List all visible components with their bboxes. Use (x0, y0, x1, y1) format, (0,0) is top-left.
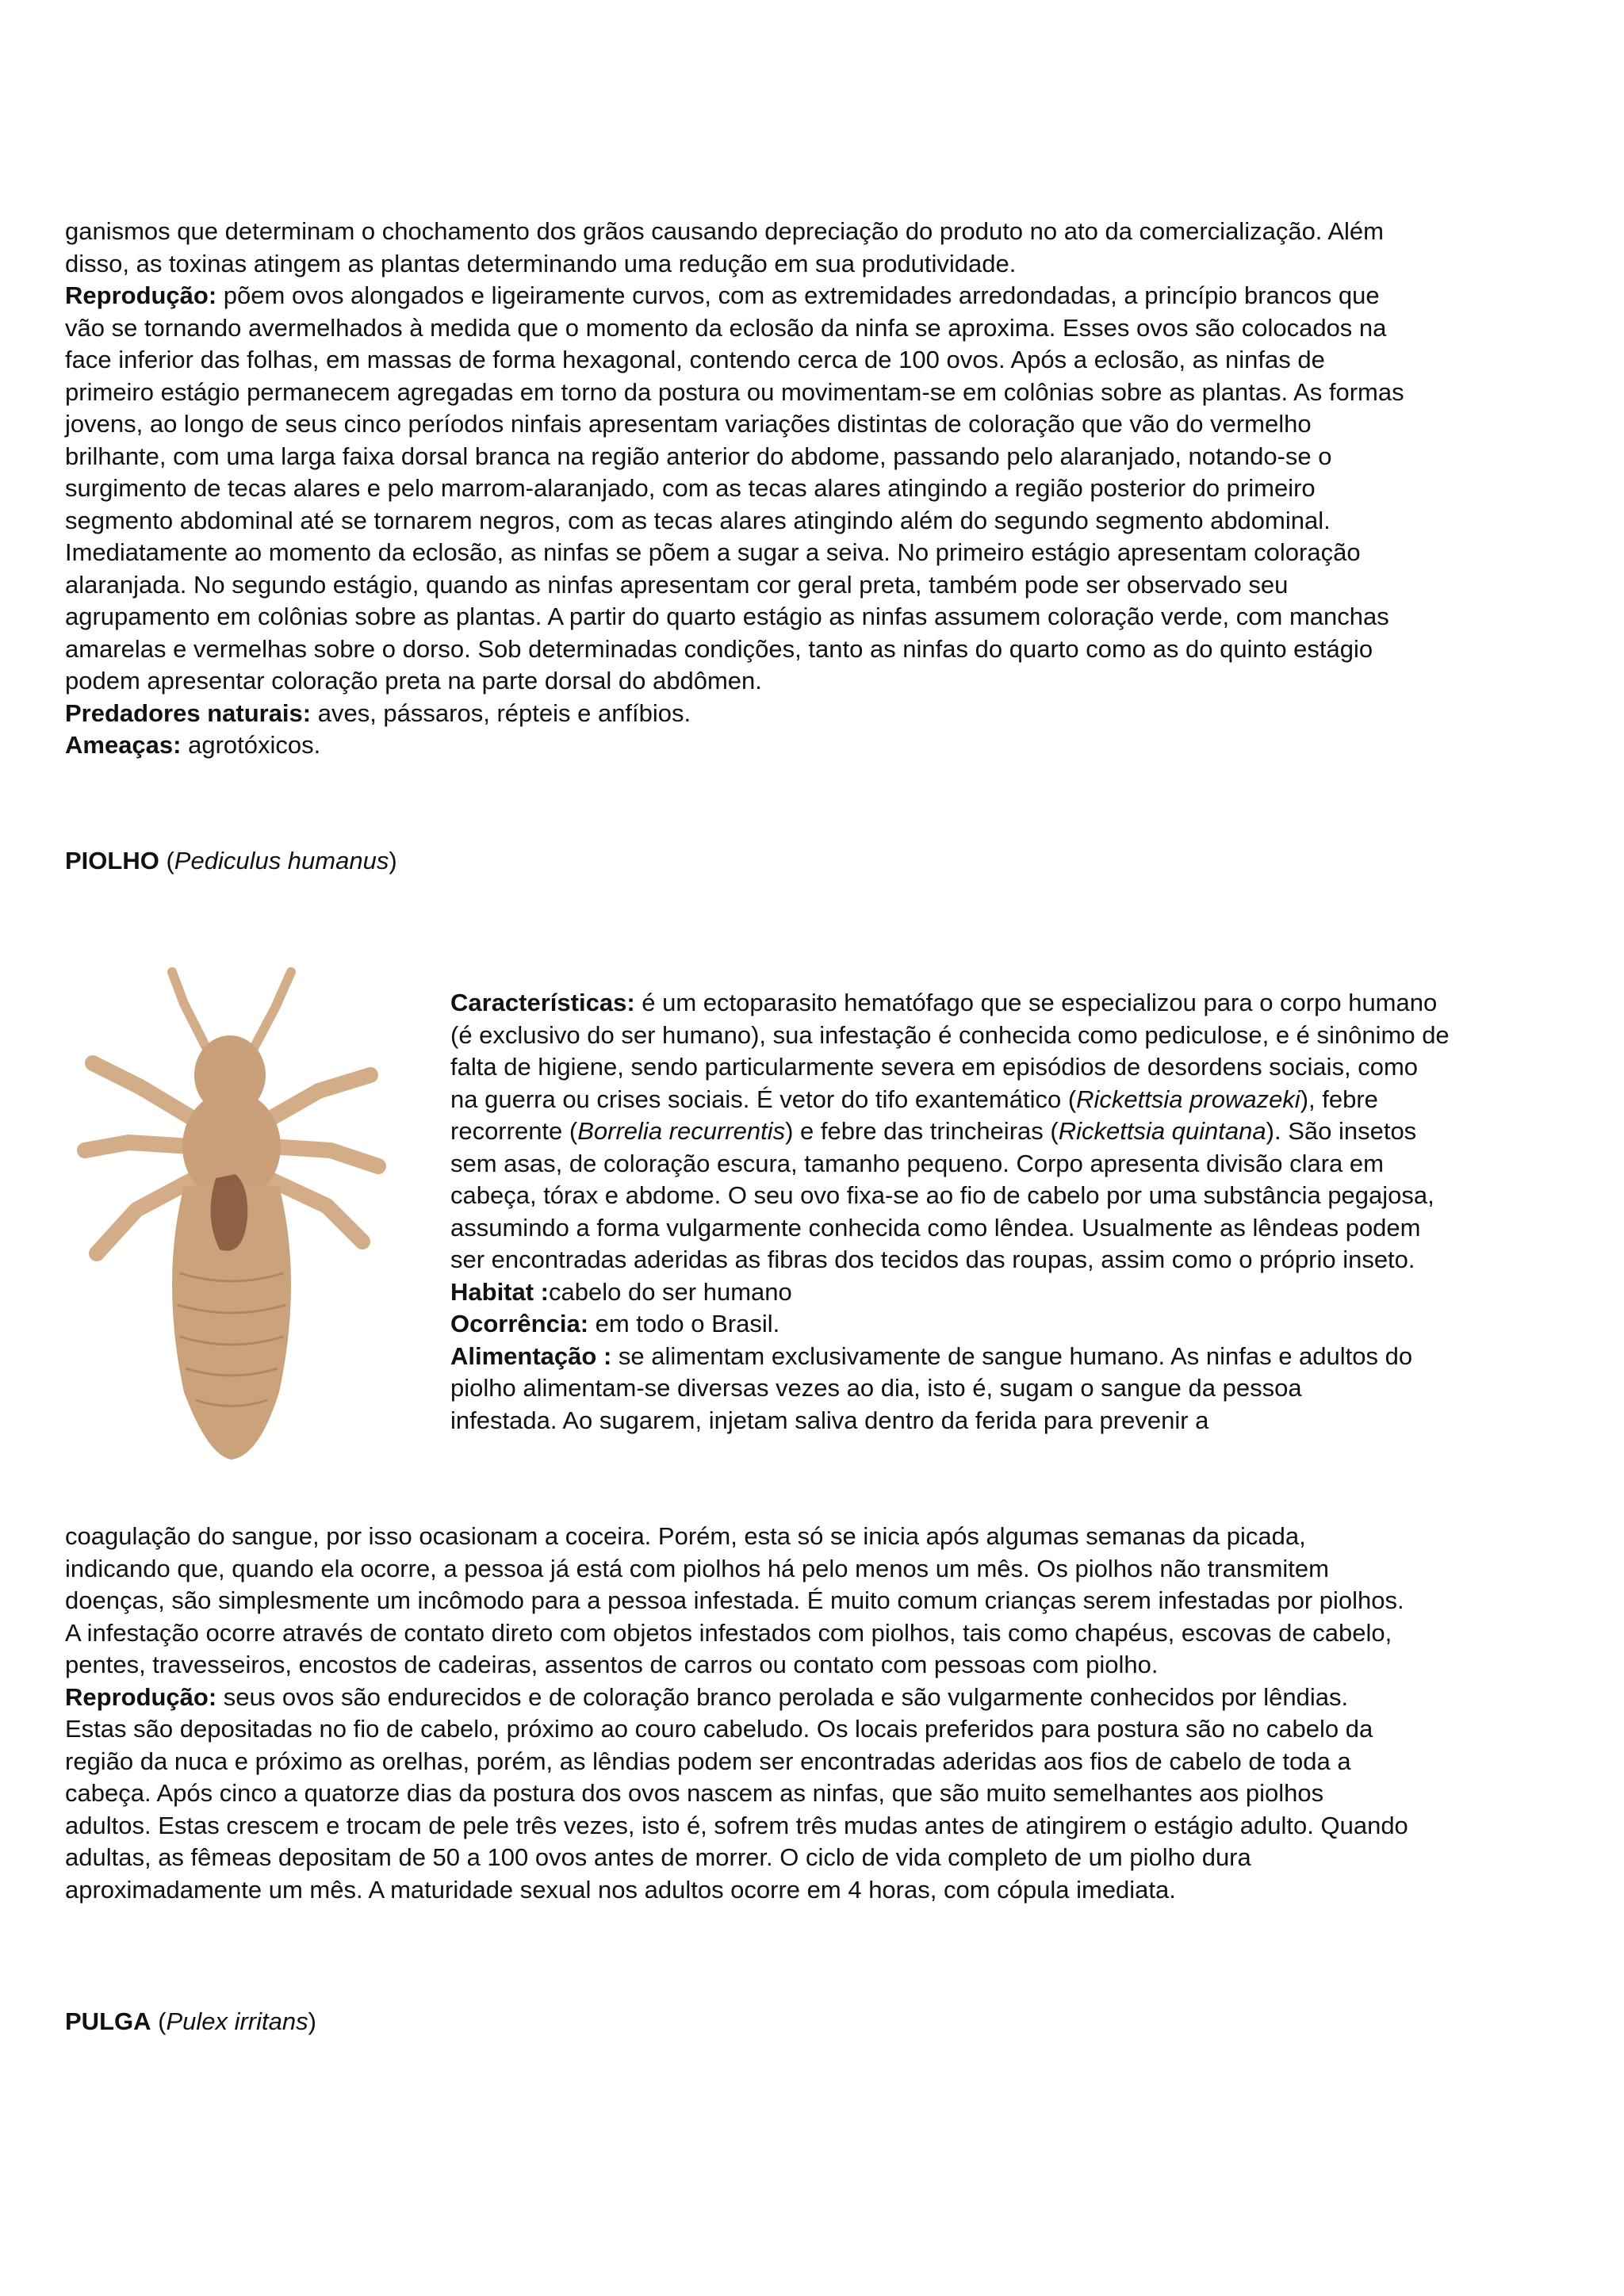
piolho-caracteristicas: Características: é um ectoparasito hematófago que se especializou para o corpo humano (é exclusivo do ser humano), sua infestação é conhecida como pediculose, e é sinônimo de falta de higiene, sendo particularmente severa em episódios de desordens sociais, como na guerra ou crises sociais. É vetor do tifo exantemático (Rickettsia prowazeki), febre recorrente (Borrelia recurrentis) e febre das trincheiras (Rickettsia quintana). São insetos sem asas, de coloração escura, tamanho pequeno. Corpo apresenta divisão clara em cabeça, tórax e abdome. O seu ovo fixa-se ao fio de cabelo por uma substância pegajosa, assumindo a forma vulgarmente conhecida como lêndea. Usualmente as lêndeas podem ser encontradas aderidas as fibras dos tecidos das roupas, assim como o próprio inseto. Habitat :cabelo do ser humano Ocorrência: em todo o Brasil. Alimentação : se alimentam exclusivamente de sangue humano. As ninfas e adultos do piolho alimentam-se diversas vezes ao dia, isto é, sugam o sangue da pessoa infestada. Ao sugarem, injetam saliva dentro da ferida para prevenir a (450, 987, 1568, 1437)
scientific-name: Borrelia recurrentis (577, 1117, 786, 1145)
reproducao-label: Reprodução: (65, 1682, 217, 1711)
scientific-name: Rickettsia prowazeki (1076, 1085, 1300, 1113)
intro-line: disso, as toxinas atingem as plantas determinando uma redução em sua produtividade. (65, 249, 1017, 277)
alimentacao-line: Alimentação : se alimentam exclusivamente de sangue humano. As ninfas e adultos do (450, 1341, 1413, 1370)
reproducao-line: podem apresentar coloração preta na parte dorsal do abdômen. (65, 667, 762, 695)
reproducao-line: agrupamento em colônias sobre as plantas. A partir do quarto estágio as ninfas assumem coloração verde, com manchas (65, 603, 1389, 630)
scientific-name: Rickettsia quintana (1058, 1117, 1266, 1145)
reproducao-line: face inferior das folhas, em massas de forma hexagonal, contendo cerca de 100 ovos. Após a eclosão, as ninfas de (65, 346, 1325, 373)
reproducao-line: alaranjada. No segundo estágio, quando as ninfas apresentam cor geral preta, também pode ser observado seu (65, 570, 1289, 599)
ameacas-label: Ameaças: (65, 731, 182, 759)
ocorrencia-label: Ocorrência: (450, 1310, 589, 1337)
scientific-name: Pediculus humanus (174, 847, 389, 874)
louse-illustration (65, 948, 398, 1475)
reproducao-line: vão se tornando avermelhados à medida que o momento da eclosão da ninfa se aproxima. Esses ovos são colocados na (65, 313, 1387, 342)
reproducao-line: amarelas e vermelhas sobre o dorso. Sob determinadas condições, tanto as ninfas do quarto como as do quinto estágio (65, 634, 1373, 663)
reproducao-line: Reprodução: seus ovos são endurecidos e de coloração branco perolada e são vulgarmente conhecidos por lêndias. (65, 1682, 1349, 1711)
pulga-heading: PULGA (Pulex irritans) (65, 2007, 316, 2035)
reproducao-line: brilhante, com uma larga faixa dorsal branca na região anterior do abdome, passando pelo alaranjado, notando-se o (65, 442, 1332, 470)
scientific-name: Pulex irritans (166, 2007, 308, 2035)
predadores-line: Predadores naturais: aves, pássaros, répteis e anfíbios. (65, 698, 691, 727)
reproducao-label: Reprodução: (65, 281, 217, 309)
reproducao-line: surgimento de tecas alares e pelo marrom-alaranjado, com as tecas alares atingindo a região posterior do primeiro (65, 474, 1316, 502)
caracteristicas-label: Características: (450, 989, 635, 1016)
piolho-heading: PIOLHO (Pediculus humanus) (65, 847, 397, 874)
habitat-label: Habitat : (450, 1277, 549, 1306)
intro-line: ganismos que determinam o chochamento dos grãos causando depreciação do produto no ato da comercialização. Além (65, 217, 1384, 245)
reproducao-line: segmento abdominal até se tornarem negros, com as tecas alares atingindo além do segundo segmento abdominal. (65, 506, 1331, 534)
predadores-label: Predadores naturais: (65, 698, 312, 727)
louse-dark-marking (211, 1174, 248, 1251)
intro-section (65, 216, 1564, 762)
ocorrencia-line: Ocorrência: em todo o Brasil. (450, 1310, 780, 1337)
reproducao-line: Reprodução: põem ovos alongados e ligeiramente curvos, com as extremidades arredondadas, a princípio brancos que (65, 281, 1380, 309)
section-title: PIOLHO (65, 847, 159, 874)
reproducao-line: jovens, ao longo de seus cinco períodos ninfais apresentam variações distintas de coloração que vão do vermelho (65, 410, 1312, 438)
reproducao-line: Imediatamente ao momento da eclosão, as ninfas se põem a sugar a seiva. No primeiro estágio apresentam coloração (65, 538, 1361, 566)
alimentacao-label: Alimentação : (450, 1341, 612, 1370)
habitat-line: Habitat :cabelo do ser humano (450, 1277, 792, 1306)
section-title: PULGA (65, 2007, 151, 2035)
piolho-continuation: coagulação do sangue, por isso ocasionam a coceira. Porém, esta só se inicia após algumas semanas da picada, indicando que, quando ela ocorre, a pessoa já está com piolhos há pelo menos um mês. Os piolhos não transmitem doenças, são simplesmente um incômodo para a pessoa infestada. É muito comum crianças serem infestadas por piolhos. A infestação ocorre através de contato direto com objetos infestados com piolhos, tais como chapéus, escovas de cabelo, pentes, travesseiros, encostos de cadeiras, assentos de carros ou contato com pessoas com piolho. Reprodução: seus ovos são endurecidos e de coloração branco perolada e são vulgarmente conhecidos por lêndias. Estas são depositadas no fio de cabelo, próximo ao couro cabeludo. Os locais preferidos para postura são no cabelo da região da nuca e próximo as orelhas, porém, as lêndias podem ser encontradas aderidas aos fios de cabelo de toda a cabeça. Após cinco a quatorze dias da postura dos ovos nascem as ninfas, que são muito semelhantes aos piolhos adultos. Estas crescem e trocam de pele três vezes, isto é, sofrem três mudas antes de atingirem o estágio adulto. Quando adultas, as fêmeas depositam de 50 a 100 ovos antes de morrer. O ciclo de vida completo de um piolho dura aproximadamente um mês. A maturidade sexual nos adultos ocorre em 4 horas, com cópula imediata. (65, 1521, 1564, 1906)
ameacas-line: Ameaças: agrotóxicos. (65, 731, 321, 759)
reproducao-line: primeiro estágio permanecem agregadas em torno da postura ou movimentam-se em colônias sobre as plantas. As formas (65, 377, 1404, 406)
